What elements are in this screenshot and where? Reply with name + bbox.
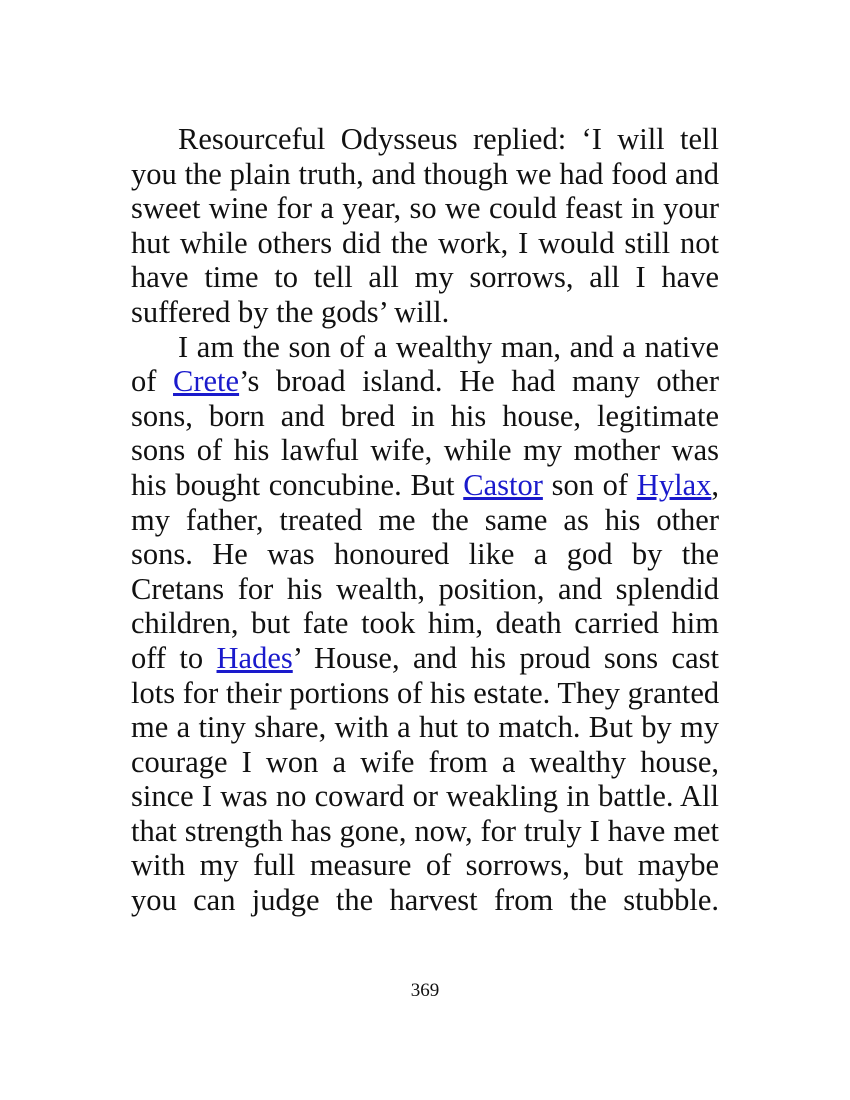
text-run: sons of his lawful wife, while my mother was	[131, 433, 719, 468]
text-line	[131, 364, 719, 399]
text-line	[131, 399, 719, 434]
text-run: that strength has gone, now, for truly I have met	[131, 813, 719, 848]
text-line	[131, 260, 719, 295]
text-run: off to	[131, 640, 217, 675]
text-line	[131, 848, 719, 883]
text-line	[131, 710, 719, 745]
link-hylax[interactable]: Hylax	[636, 467, 712, 502]
text-line	[131, 641, 719, 676]
text-line	[131, 191, 719, 226]
text-line	[131, 122, 719, 157]
paragraph-2	[131, 330, 719, 918]
text-line	[131, 572, 719, 607]
text-line	[131, 745, 719, 780]
text-line	[131, 503, 719, 538]
text-line	[131, 883, 719, 918]
paragraph-1	[131, 122, 719, 330]
text-run: ,	[711, 467, 719, 502]
text-line	[131, 330, 719, 365]
text-run: Cretans for his wealth, position, and splendid	[131, 571, 719, 606]
text-run: you the plain truth, and though we had food and	[131, 156, 719, 191]
text-run: sons, born and bred in his house, legitimate	[131, 398, 719, 433]
text-line	[131, 433, 719, 468]
text-run: since I was no coward or weakling in battle. All	[131, 779, 719, 814]
text-line	[131, 295, 719, 330]
text-line	[131, 676, 719, 711]
text-run: of	[131, 364, 174, 399]
text-line	[131, 779, 719, 814]
text-run: me a tiny share, with a hut to match. But by my	[131, 710, 719, 745]
link-crete[interactable]: Crete	[173, 364, 240, 399]
page-body	[131, 122, 719, 918]
text-line	[131, 537, 719, 572]
text-run: ’s broad island. He had many other	[239, 364, 719, 399]
link-hades[interactable]: Hades	[216, 640, 293, 675]
text-run: my father, treated me the same as his other	[131, 502, 719, 537]
text-line	[131, 226, 719, 261]
text-run: son of	[542, 467, 637, 502]
text-run: hut while others did the work, I would still not	[131, 225, 719, 260]
text-run: his bought concubine. But	[131, 467, 464, 502]
text-run: Resourceful Odysseus replied: ‘I will tell	[178, 122, 719, 156]
link-castor[interactable]: Castor	[463, 467, 543, 502]
text-run: courage I won a wife from a wealthy house,	[131, 744, 719, 779]
text-run: have time to tell all my sorrows, all I have	[131, 260, 719, 295]
text-line	[131, 468, 719, 503]
text-line	[131, 606, 719, 641]
text-run: ’ House, and his proud sons cast	[292, 640, 719, 675]
text-run: you can judge the harvest from the stubble.	[131, 883, 719, 918]
page-number: 369	[410, 980, 440, 1001]
text-line	[131, 157, 719, 192]
text-run: with my full measure of sorrows, but maybe	[131, 848, 719, 883]
text-run: lots for their portions of his estate. They granted	[131, 675, 720, 710]
text-run: children, but fate took him, death carried him	[131, 606, 719, 641]
text-run: suffered by the gods’ will.	[131, 294, 450, 329]
text-run: I am the son of a wealthy man, and a native	[178, 329, 719, 364]
text-run: sons. He was honoured like a god by the	[131, 537, 719, 572]
text-line	[131, 814, 719, 849]
text-run: sweet wine for a year, so we could feast in your	[131, 191, 719, 226]
